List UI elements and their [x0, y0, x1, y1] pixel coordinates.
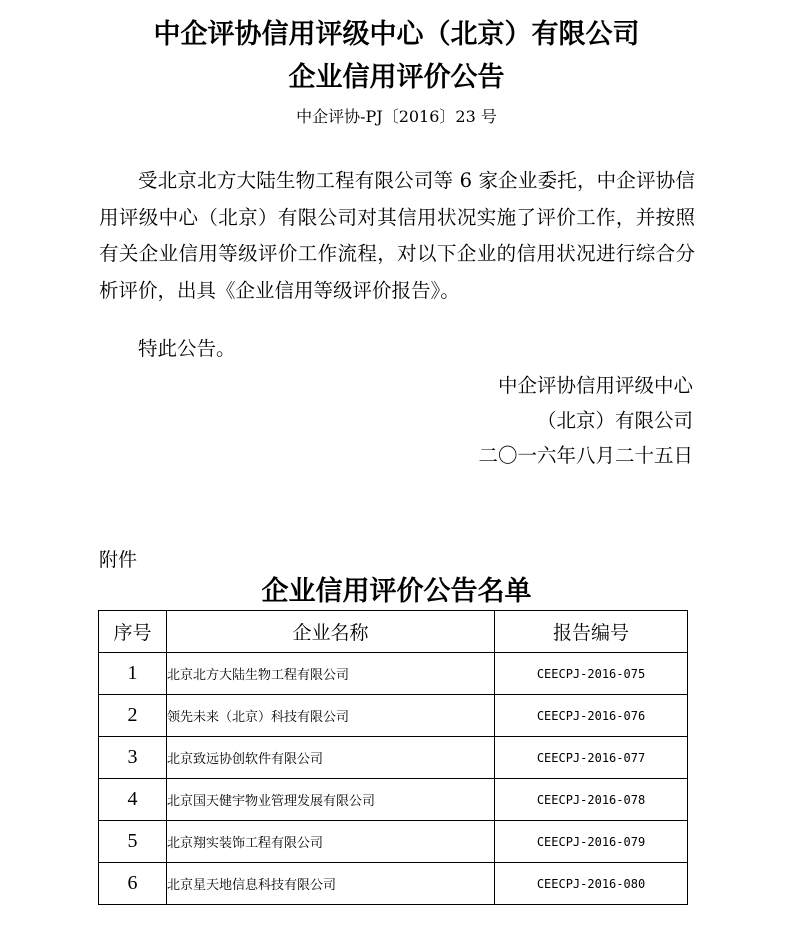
row-company-name: 北京星天地信息科技有限公司 — [167, 863, 495, 905]
row-report-number: CEECPJ-2016-078 — [495, 779, 688, 821]
row-seq: 1 — [99, 653, 167, 695]
row-company-name: 北京致远协创软件有限公司 — [167, 737, 495, 779]
table-row — [99, 779, 688, 821]
table-header-row — [99, 611, 688, 653]
column-header-report-number: 报告编号 — [495, 611, 688, 653]
row-company-name: 北京翔实装饰工程有限公司 — [167, 821, 495, 863]
row-report-number: CEECPJ-2016-077 — [495, 737, 688, 779]
row-report-number: CEECPJ-2016-079 — [495, 821, 688, 863]
notice-closing: 特此公告。 — [138, 337, 236, 360]
table-row — [99, 821, 688, 863]
row-company-name: 北京北方大陆生物工程有限公司 — [167, 653, 495, 695]
table-row — [99, 653, 688, 695]
signature-org-line1: 中企评协信用评级中心 — [497, 374, 693, 397]
column-header-seq: 序号 — [99, 611, 167, 653]
table-row — [99, 695, 688, 737]
row-company-name: 领先未来（北京）科技有限公司 — [167, 695, 495, 737]
table-row — [99, 863, 688, 905]
row-company-name: 北京国天健宇物业管理发展有限公司 — [167, 779, 495, 821]
signature-org-line2: （北京）有限公司 — [536, 409, 693, 432]
document-number: 中企评协-PJ〔2016〕23 号 — [296, 107, 497, 126]
row-seq: 6 — [99, 863, 167, 905]
row-report-number: CEECPJ-2016-080 — [495, 863, 688, 905]
list-title: 企业信用评价公告名单 — [261, 576, 532, 607]
row-report-number: CEECPJ-2016-075 — [495, 653, 688, 695]
table-row — [99, 737, 688, 779]
row-seq: 3 — [99, 737, 167, 779]
notice-body — [99, 163, 695, 309]
document-title-org: 中企评协信用评级中心（北京）有限公司 — [153, 19, 640, 50]
row-report-number: CEECPJ-2016-076 — [495, 695, 688, 737]
attachment-label: 附件 — [99, 549, 138, 571]
document-title-notice: 企业信用评价公告 — [288, 62, 505, 93]
row-seq: 4 — [99, 779, 167, 821]
notice-paragraph: 受北京北方大陆生物工程有限公司等 6 家企业委托，中企评协信用评级中心（北京）有限公司对其信用状况实施了评价工作，并按照有关企业信用等级评价工作流程，对以下企业的信用状况进行综合分析评价，出具《企业信用等级评价报告》。 — [99, 169, 695, 302]
company-list-table — [98, 610, 688, 905]
row-seq: 5 — [99, 821, 167, 863]
signature-date: 二〇一六年八月二十五日 — [478, 444, 693, 467]
row-seq: 2 — [99, 695, 167, 737]
column-header-company-name: 企业名称 — [167, 611, 495, 653]
